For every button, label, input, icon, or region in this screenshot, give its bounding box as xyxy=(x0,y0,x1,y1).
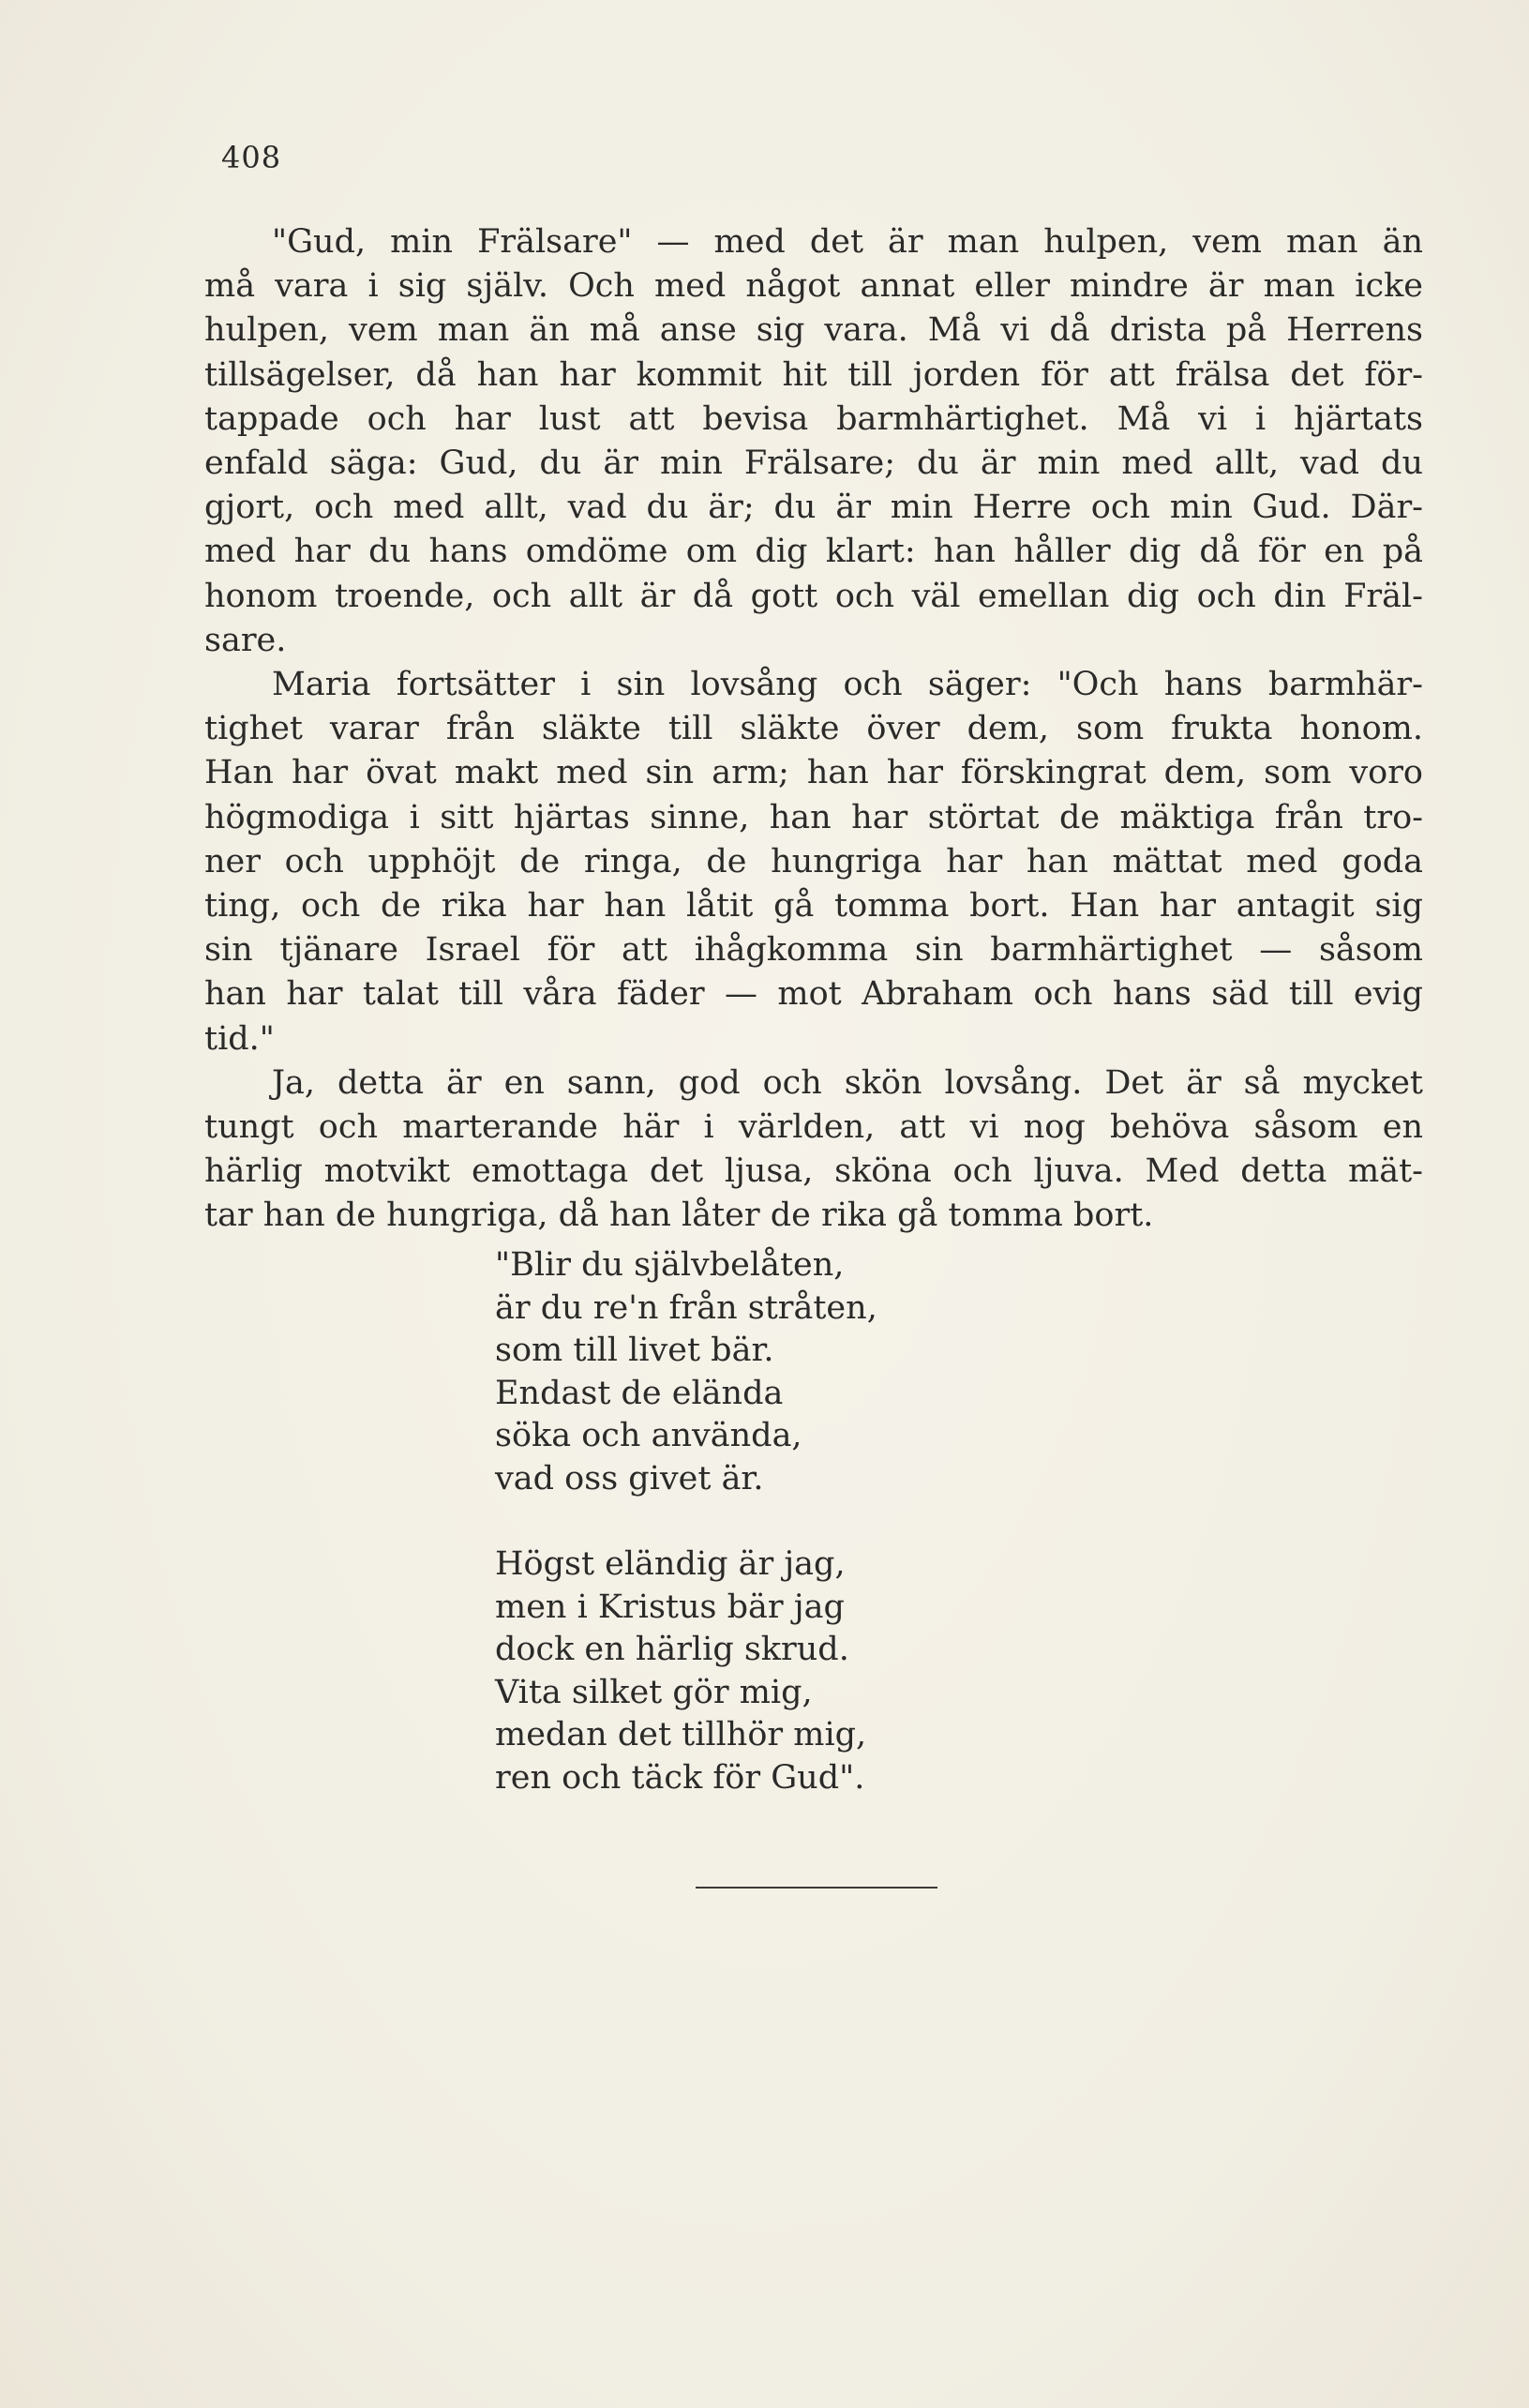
text-line: ner och upphöjt de ringa, de hungriga har han mättat med goda xyxy=(204,842,1423,880)
poem-line: Högst eländig är jag, xyxy=(495,1545,846,1583)
page-number: 408 xyxy=(221,140,282,175)
text-line: enfald säga: Gud, du är min Frälsare; du är min med allt, vad du xyxy=(204,444,1423,483)
text-line: han har talat till våra fäder — mot Abraham och hans säd till evig xyxy=(204,975,1423,1014)
poem-line: är du re'n från stråten, xyxy=(495,1288,877,1327)
text-line: ting, och de rika har han låtit gå tomma bort. Han har antagit sig xyxy=(204,887,1423,926)
poem-line: dock en härlig skrud. xyxy=(495,1631,849,1668)
paragraph-3 xyxy=(204,1061,1423,1239)
poem-line: söka och använda, xyxy=(495,1417,802,1454)
poem-line: ren och täck för Gud". xyxy=(495,1758,865,1797)
text-line: sare. xyxy=(204,621,287,659)
text-line: tungt och marterande här i världen, att vi nog behöva såsom en xyxy=(204,1108,1423,1147)
body-text xyxy=(204,220,1423,1239)
text-line: Han har övat makt med sin arm; han har förskingrat dem, som voro xyxy=(204,754,1423,792)
poem xyxy=(495,1244,877,1799)
poem-line: Vita silket gör mig, xyxy=(495,1673,813,1711)
poem-stanza-1 xyxy=(495,1244,877,1500)
poem-stanza-2 xyxy=(495,1543,877,1799)
text-line: tappade och har lust att bevisa barmhärtighet. Må vi i hjärtats xyxy=(204,399,1423,438)
poem-line: vad oss givet är. xyxy=(495,1459,764,1497)
text-line: sin tjänare Israel för att ihågkomma sin barmhärtighet — såsom xyxy=(204,931,1423,970)
text-line: tighet varar från släkte till släkte över dem, som frukta honom. xyxy=(204,710,1423,748)
end-rule xyxy=(696,1887,937,1889)
text-line: tid." xyxy=(204,1019,275,1058)
text-line: högmodiga i sitt hjärtas sinne, han har störtat de mäktiga från tro- xyxy=(204,798,1423,836)
paragraph-1 xyxy=(204,220,1423,663)
poem-line: medan det tillhör mig, xyxy=(495,1716,867,1753)
text-line: härlig motvikt emottaga det ljusa, sköna och ljuva. Med detta mät- xyxy=(204,1152,1423,1191)
poem-line: men i Kristus bär jag xyxy=(495,1588,845,1626)
text-line: "Gud, min Frälsare" — med det är man hulpen, vem man än xyxy=(272,223,1423,261)
text-line: må vara i sig själv. Och med något annat eller mindre är man icke xyxy=(204,267,1423,306)
text-line: Ja, detta är en sann, god och skön lovsång. Det är så mycket xyxy=(272,1063,1423,1102)
text-line: Maria fortsätter i sin lovsång och säger: "Och hans barmhär- xyxy=(272,666,1423,704)
poem-line: Endast de elända xyxy=(495,1374,784,1412)
text-line: gjort, och med allt, vad du är; du är min Herre och min Gud. Där- xyxy=(204,489,1423,527)
text-line: tar han de hungriga, då han låter de rika gå tomma bort. xyxy=(204,1196,1154,1235)
poem-line: "Blir du självbelåten, xyxy=(495,1246,845,1284)
text-line: med har du hans omdöme om dig klart: han håller dig då för en på xyxy=(204,533,1423,571)
text-line: hulpen, vem man än må anse sig vara. Må vi då drista på Herrens xyxy=(204,311,1423,350)
poem-line: som till livet bär. xyxy=(495,1332,774,1369)
paragraph-2 xyxy=(204,663,1423,1061)
text-line: tillsägelser, då han har kommit hit till jorden för att frälsa det för- xyxy=(204,355,1423,394)
text-line: honom troende, och allt är då gott och väl emellan dig och din Fräl- xyxy=(204,577,1423,615)
